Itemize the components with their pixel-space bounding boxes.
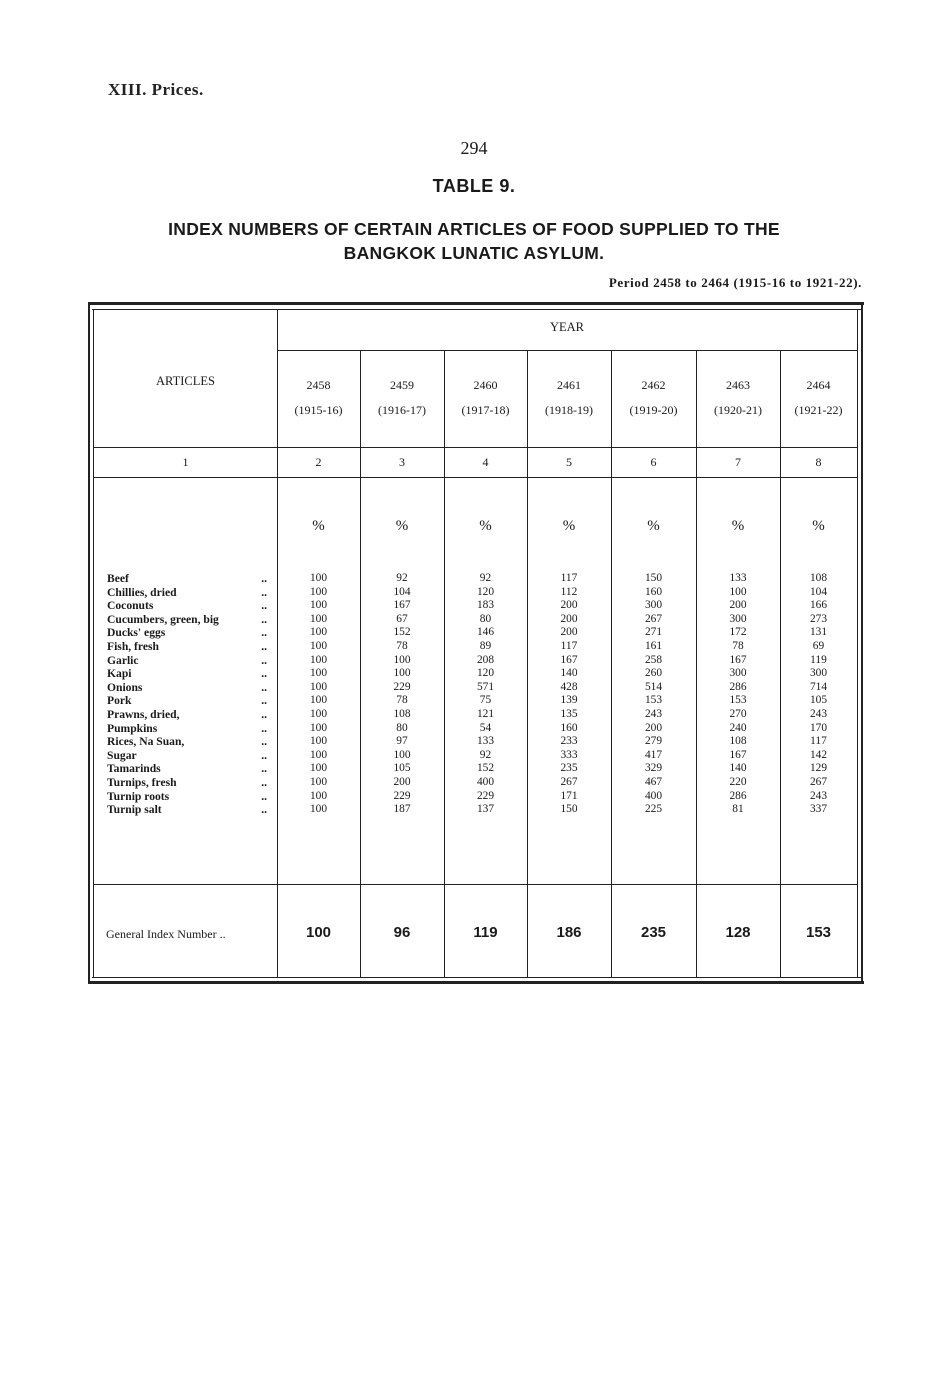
leader-dots: .. [261,803,267,817]
table-cell: 514 [644,680,663,693]
value-column [446,572,526,817]
leader-dots: .. [261,626,267,640]
article-name: Coconuts [107,599,154,613]
table-top-rule-thin [92,309,862,310]
value-column [529,572,609,817]
column-number: 4 [482,455,489,469]
table-cell: 229 [393,789,411,802]
table-cell: 100 [309,626,328,639]
general-index-label-text: General Index Number [106,927,217,941]
table-cell: 225 [644,803,663,816]
leader-dots: .. [261,775,267,789]
general-index-value: 153 [805,924,832,941]
table-cell: 142 [809,748,828,761]
table-cell: 100 [393,653,411,666]
table-cell: 152 [476,762,495,775]
year-be: 2458 [306,378,331,392]
article-row [107,681,267,695]
column-number: 1 [182,455,189,469]
article-row [107,776,267,790]
table-cell: 229 [393,680,411,693]
table-cell: 240 [729,721,747,734]
article-name: Garlic [107,653,139,667]
year-header: YEAR [549,320,585,334]
article-row [107,654,267,668]
table-cell: 337 [809,803,828,816]
year-be: 2459 [390,378,414,392]
table-cell: 100 [309,748,328,761]
year-ce: (1920-21) [714,403,762,417]
table-cell: 233 [560,735,578,748]
article-row [107,626,267,640]
table-cell: 172 [729,626,747,639]
table-cell: 271 [644,626,663,639]
table-cell: 100 [309,667,328,680]
table-cell: 129 [809,762,828,775]
leader-dots: .. [261,721,267,735]
leader-dots: .. [261,667,267,681]
leader-dots: .. [261,694,267,708]
table-cell: 170 [809,721,828,734]
table-cell: 89 [479,639,492,652]
year-be: 2463 [726,378,750,392]
general-index-value: 235 [640,924,667,941]
article-name: Beef [107,572,129,585]
percent-sign: % [562,518,576,534]
table-cell: 100 [393,667,411,680]
table-heading [0,217,948,265]
article-row [107,749,267,763]
table-cell: 273 [809,612,828,625]
leader-dots: .. [261,653,267,667]
table-cell: 146 [476,626,495,639]
period-note: Period 2458 to 2464 (1915-16 to 1921-22). [608,275,862,290]
value-column [614,572,694,817]
article-row [107,708,267,722]
year-be: 2461 [557,378,581,392]
year-column-rule [611,351,612,978]
table-cell: 200 [644,721,663,734]
article-row [107,586,267,600]
leader-dots: .. [261,707,267,721]
general-index-value: 119 [473,924,498,941]
table-cell: 167 [560,653,578,666]
article-name: Tamarinds [107,762,161,776]
table-cell: 267 [809,775,828,788]
table-cell: 100 [309,612,328,625]
table-cell: 171 [560,789,578,802]
article-name: Chillies, dried [107,585,177,599]
leader-dots: .. [219,927,226,941]
leader-dots: .. [261,735,267,749]
column-number: 2 [315,455,322,469]
col-2464 [780,378,857,418]
table-cell: 108 [729,735,747,748]
article-row [107,735,267,749]
table-cell: 112 [560,585,578,598]
article-row [107,640,267,654]
table-cell: 200 [393,775,411,788]
table-cell: 229 [476,789,495,802]
table-cell: 160 [644,585,663,598]
table-cell: 78 [732,639,744,652]
table-cell: 300 [729,612,747,625]
value-column [279,572,359,817]
table-cell: 286 [729,680,747,693]
year-ce: (1921-22) [794,403,843,417]
table-cell: 300 [644,599,663,612]
table-cell: 117 [560,639,578,652]
table-cell: 100 [309,639,328,652]
table-cell: 167 [393,599,411,612]
table-cell: 92 [479,748,492,761]
article-row [107,803,267,817]
year-be: 2462 [641,378,666,392]
table-title: TABLE 9. [432,176,516,196]
table-cell: 333 [560,748,578,761]
table-cell: 167 [729,748,747,761]
col-2458 [277,378,360,418]
leader-dots: .. [261,599,267,613]
table-cell: 69 [812,639,825,652]
articles-header: ARTICLES [156,374,215,388]
table-cell: 100 [309,680,328,693]
leader-dots: .. [261,748,267,762]
table-cell: 187 [393,803,411,816]
article-row [107,599,267,613]
table-heading-line-2: BANGKOK LUNATIC ASYLUM. [343,243,605,263]
table-cell: 267 [644,612,663,625]
chapter-header: XIII. Prices. [108,80,204,99]
leader-dots: .. [261,639,267,653]
article-name: Pork [107,694,132,708]
year-be: 2464 [806,378,831,392]
table-cell: 67 [396,612,408,625]
article-row [107,572,267,586]
table-cell: 80 [479,612,492,625]
table-cell: 75 [479,694,492,707]
table-cell: 54 [479,721,492,734]
table-cell: 135 [560,707,578,720]
year-ce: (1918-19) [545,403,593,417]
table-left-rule [88,305,90,983]
table-cell: 100 [309,572,328,584]
table-cell: 243 [644,707,663,720]
year-ce: (1916-17) [378,403,426,417]
table-cell: 119 [810,653,827,666]
general-index-label [106,927,226,942]
article-row [107,762,267,776]
article-name: Fish, fresh [107,639,159,653]
year-column-rule [360,351,361,978]
column-number: 6 [650,455,657,469]
col-2459 [360,378,444,418]
table-right-rule [861,305,863,983]
page-number: 294 [460,138,488,158]
article-name: Turnip roots [107,789,170,803]
table-bottom-rule-thin [92,977,862,978]
general-index-value: 186 [556,924,582,941]
percent-sign: % [312,518,325,534]
table-left-rule-thin [93,310,94,978]
articles-list [107,572,267,817]
table-cell: 133 [729,572,747,584]
table-cell: 100 [309,735,328,748]
general-index-value: 96 [393,924,411,941]
table-cell: 100 [309,694,328,707]
general-index-value: 100 [305,924,332,941]
table-cell: 100 [309,789,328,802]
article-row [107,667,267,681]
column-number: 3 [399,455,405,469]
table-cell: 108 [809,572,828,584]
table-cell: 100 [309,775,328,788]
table-cell: 400 [644,789,663,802]
article-row [107,722,267,736]
table-cell: 100 [309,707,328,720]
year-column-rule [527,351,528,978]
table-cell: 300 [809,667,828,680]
table-cell: 100 [309,721,328,734]
table-cell: 286 [729,789,747,802]
table-cell: 100 [393,748,411,761]
table-cell: 100 [309,585,328,598]
table-cell: 121 [476,707,495,720]
table-cell: 220 [729,775,747,788]
table-cell: 92 [479,572,492,584]
table-cell: 183 [476,599,495,612]
table-cell: 208 [476,653,495,666]
article-name: Rices, Na Suan, [107,735,185,749]
article-name: Prawns, dried, [107,707,180,721]
body-bottom-rule [94,884,857,885]
table-cell: 152 [393,626,411,639]
leader-dots: .. [261,572,267,585]
table-cell: 243 [809,707,828,720]
value-column [698,572,778,817]
table-cell: 104 [393,585,411,598]
table-cell: 120 [476,667,495,680]
table-cell: 117 [810,735,827,748]
percent-sign: % [731,518,745,534]
table-cell: 100 [309,762,328,775]
table-cell: 243 [809,789,828,802]
article-name: Turnips, fresh [107,775,177,789]
table-top-rule [88,302,864,305]
table-cell: 150 [560,803,578,816]
table-cell: 417 [644,748,663,761]
table-cell: 133 [476,735,495,748]
table-cell: 131 [809,626,828,639]
col-2461 [527,378,611,418]
year-ce: (1917-18) [461,403,510,417]
leader-dots: .. [261,680,267,694]
article-name: Onions [107,680,143,694]
year-ce: (1919-20) [629,403,678,417]
article-name: Ducks' eggs [107,626,166,640]
table-cell: 81 [732,803,744,816]
table-cell: 200 [560,599,578,612]
year-be: 2460 [473,378,498,392]
header-bottom-rule [94,447,857,448]
article-name: Kapi [107,667,132,681]
table-cell: 235 [560,762,578,775]
article-name: Turnip salt [107,803,162,817]
table-cell: 92 [396,572,408,584]
table-cell: 153 [644,694,663,707]
table-cell: 279 [644,735,663,748]
table-cell: 100 [729,585,747,598]
value-column [779,572,859,817]
table-cell: 104 [809,585,828,598]
table-cell: 300 [729,667,747,680]
table-cell: 200 [560,626,578,639]
table-cell: 166 [809,599,828,612]
table-cell: 167 [729,653,747,666]
percent-sign: % [395,518,409,534]
article-row [107,613,267,627]
table-cell: 714 [809,680,828,693]
table-cell: 270 [729,707,747,720]
column-number: 7 [735,455,741,469]
table-cell: 200 [560,612,578,625]
table-cell: 267 [560,775,578,788]
percent-sign: % [812,518,825,534]
table-cell: 400 [476,775,495,788]
table-cell: 100 [309,653,328,666]
column-number: 5 [566,455,572,469]
article-name: Pumpkins [107,721,158,735]
table-cell: 97 [396,735,408,748]
article-name: Sugar [107,748,137,762]
table-cell: 329 [644,762,663,775]
percent-sign: % [647,518,660,534]
col-2460 [444,378,527,418]
general-index-value: 128 [725,924,751,941]
table-cell: 428 [560,680,578,693]
col-2462 [611,378,696,418]
leader-dots: .. [261,585,267,599]
table-cell: 260 [644,667,663,680]
table-cell: 105 [393,762,411,775]
table-bottom-rule [88,981,864,984]
table-heading-line-1: INDEX NUMBERS OF CERTAIN ARTICLES OF FOOD SUPPLIED TO THE [168,219,780,239]
article-row [107,694,267,708]
leader-dots: .. [261,762,267,776]
table-cell: 139 [560,694,578,707]
value-column [362,572,442,817]
year-column-rule [696,351,697,978]
year-ce: (1915-16) [294,403,343,417]
leader-dots: .. [261,612,267,626]
table-cell: 140 [560,667,578,680]
table-cell: 140 [729,762,747,775]
leader-dots: .. [261,789,267,803]
table-cell: 120 [476,585,495,598]
table-cell: 137 [476,803,495,816]
table-cell: 571 [476,680,495,693]
percent-sign: % [479,518,492,534]
table-cell: 153 [729,694,747,707]
colnum-bottom-rule [94,477,857,478]
table-cell: 108 [393,707,411,720]
table-cell: 78 [396,639,408,652]
table-cell: 105 [809,694,828,707]
table-cell: 100 [309,599,328,612]
table-cell: 150 [644,572,663,584]
article-row [107,790,267,804]
table-cell: 80 [396,721,408,734]
table-cell: 467 [644,775,663,788]
year-header-rule [277,350,857,351]
article-name: Cucumbers, green, big [107,612,219,626]
table-cell: 78 [396,694,408,707]
column-number: 8 [815,455,822,469]
table-cell: 161 [644,639,663,652]
table-cell: 100 [309,803,328,816]
table-cell: 160 [560,721,578,734]
col-2463 [696,378,780,418]
table-cell: 200 [729,599,747,612]
table-cell: 117 [560,572,578,584]
table-cell: 258 [644,653,663,666]
